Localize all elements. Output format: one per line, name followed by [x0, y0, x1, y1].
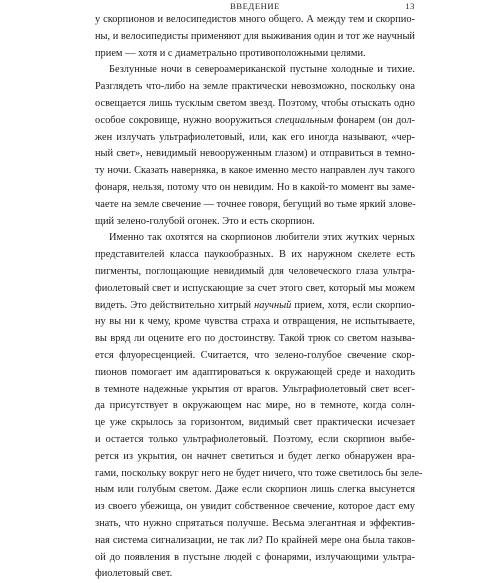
text-line: знать, что нужно спрятаться получше. Весьма элегантная и эффектив- [95, 517, 415, 529]
emphasized-word: научный [254, 299, 292, 311]
text-line: и остается только ультрафиолетовый. Поэтому, если скорпион выбе- [95, 433, 415, 445]
text-line: Именно так охотятся на скорпионов любители этих жутких черных [109, 232, 415, 244]
text-line: фиолетовый свет и испускающие за счет этого свет, который мы можем [95, 282, 415, 294]
text-segment: фонарем (он дол- [333, 114, 415, 126]
text-line: из своего убежища, он увидит собственное свечение, которое даст ему [95, 501, 415, 513]
text-line: чаете на земле свечение — точнее говоря, бегущий во тьме яркий злове- [95, 198, 416, 210]
text-line: представителей класса паукообразных. В их наружном скелете есть [95, 249, 415, 261]
text-line: це уже скрылось за горизонтом, видимый свет практически исчезает [95, 417, 415, 429]
text-line: ная система сигнализации, не так ли? По крайней мере она была таков- [95, 534, 415, 546]
paragraph [95, 230, 423, 583]
running-head [95, 0, 415, 12]
body-text [95, 12, 423, 583]
text-line: у скорпионов и велосипедистов много общего. А между тем и скорпио- [95, 14, 415, 25]
text-line: ну вы ни к чему, кроме чувства страха и отвращения, не испытываете, [95, 316, 415, 328]
text-segment: особое сокровище, нужно вооружиться [95, 114, 276, 126]
text-line: Безлунные ночи в североамериканской пустыне холодные и тихие. [109, 64, 415, 76]
emphasized-word: специальным [275, 114, 334, 126]
chapter-title: ВВЕДЕНИЕ [230, 1, 280, 11]
text-line: прием — хотя и с диаметрально противоположными целями. [95, 47, 366, 59]
text-line: да присутствует в окружающем нас мире, но в темноте, когда солн- [95, 400, 415, 412]
text-segment: прием, хотя, если скорпио- [291, 299, 415, 311]
text-line: ны, и велосипедисты применяют для выживания один и тот же научный [95, 30, 415, 42]
text-line: в темноте надежные укрытия от врагов. Ультрафиолетовый свет всег- [95, 383, 415, 395]
text-line: жен излучать ультрафиолетовый, или, как его иногда называют, «чер- [95, 131, 415, 143]
page-number: 13 [405, 1, 415, 11]
paragraph [95, 62, 415, 230]
text-line: пионов помогает им адаптироваться к окружающей среде и находить [95, 366, 415, 378]
text-line: фонаря, нельзя, потому что он невидим. Но в какой-то момент вы заме- [95, 181, 415, 193]
text-line: ой до появления в пустыне людей с фонарями, излучающими ультра- [95, 551, 415, 563]
text-line: ется флуоресценцией. Считается, что зелено-голубое свечение скор- [95, 349, 415, 361]
paragraph [95, 12, 415, 62]
text-segment: видеть. Это действительно хитрый [95, 299, 255, 311]
text-line: пигменты, поглощающие невидимый для человеческого глаза ультра- [95, 265, 415, 277]
text-line: Разглядеть что-либо на земле практически невозможно, поскольку она [95, 81, 415, 93]
text-line: ту ночи. Сказать наверняка, в какое именно место направлен луч такого [95, 165, 415, 177]
text-line [95, 298, 415, 315]
text-line: щий зелено-голубой огонек. Это и есть скорпион. [95, 215, 315, 227]
text-line: вы вряд ли оцените его по достоинству. Такой трюк со светом называ- [95, 333, 415, 345]
text-line [95, 113, 415, 130]
text-line: фиолетовый свет. [95, 568, 173, 580]
text-line: рется из укрытия, он начнет светиться и будет легко обнаружен вра- [95, 450, 415, 462]
text-line: ный свет», невидимый невооруженным глазом) и отправиться в темно- [95, 148, 415, 160]
text-line: ным или голубым светом. Даже если скорпион лишь слегка высунется [95, 484, 415, 496]
text-line: освещается лишь тусклым светом звезд. Поэтому, чтобы отыскать одно [95, 97, 415, 109]
text-line: гами, поскольку вокруг него не будет ничего, что тоже светилось бы зеле- [95, 467, 423, 479]
